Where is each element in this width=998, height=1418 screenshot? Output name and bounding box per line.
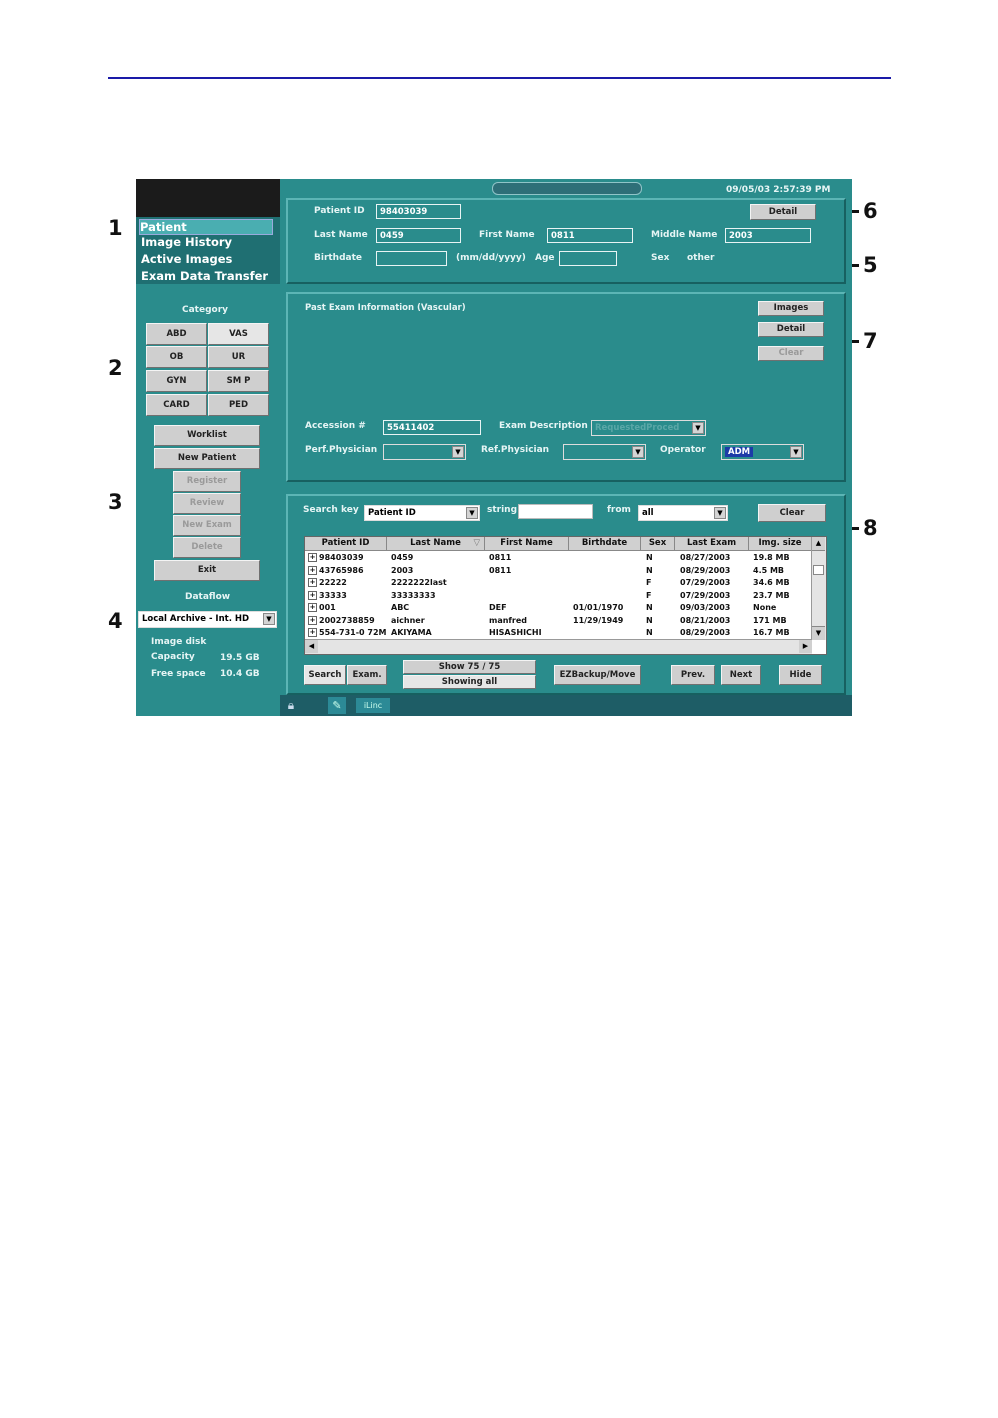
col-first-name[interactable]: First Name xyxy=(485,537,569,551)
next-button[interactable]: Next xyxy=(721,665,761,685)
table-row[interactable] xyxy=(305,552,812,565)
table-cell: DEF xyxy=(489,603,507,612)
category-abd-button[interactable]: ABD xyxy=(146,323,207,345)
expand-icon[interactable]: + xyxy=(309,590,316,599)
callout-4: 4 xyxy=(108,609,123,633)
chevron-down-icon: ▼ xyxy=(466,507,478,519)
nav-patient[interactable]: Patient xyxy=(139,219,273,235)
capacity-value: 19.5 GB xyxy=(220,653,260,663)
cell-text: 33333 xyxy=(319,590,347,600)
cell-patient-id xyxy=(308,578,347,587)
search-key-select[interactable] xyxy=(364,505,480,521)
table-row[interactable] xyxy=(305,602,812,615)
free-space-value: 10.4 GB xyxy=(220,669,260,679)
col-img-size[interactable]: Img. size xyxy=(749,537,812,551)
table-cell: 08/29/2003 xyxy=(680,628,731,637)
ref-physician-label: Ref.Physician xyxy=(481,445,550,455)
callout-8: 8 xyxy=(863,516,878,540)
table-row[interactable] xyxy=(305,565,812,578)
category-ob-button[interactable]: OB xyxy=(146,346,207,368)
search-key-value: Patient ID xyxy=(368,508,416,518)
logo-area xyxy=(136,179,280,217)
header-rule xyxy=(108,77,891,79)
category-ped-button[interactable]: PED xyxy=(208,394,269,416)
table-cell: manfred xyxy=(489,615,528,625)
expand-icon[interactable]: + xyxy=(309,615,316,624)
table-row[interactable] xyxy=(305,590,812,603)
chevron-down-icon: ▼ xyxy=(632,446,644,458)
patient-screen xyxy=(136,179,852,716)
cell-text: 554-731-0 72M xyxy=(319,628,387,637)
search-string-input[interactable] xyxy=(518,504,593,519)
table-cell: 2222222last xyxy=(391,578,447,587)
window-handle xyxy=(492,182,642,195)
accession-field[interactable]: 55411402 xyxy=(383,420,481,435)
scroll-up-icon[interactable]: ▲ xyxy=(812,537,825,551)
table-cell: 07/29/2003 xyxy=(680,578,731,587)
table-cell: 16.7 MB xyxy=(753,628,790,637)
review-button[interactable]: Review xyxy=(173,493,241,514)
callout-1: 1 xyxy=(108,216,123,240)
showing-all-button[interactable]: Showing all xyxy=(403,675,536,689)
new-patient-button[interactable]: New Patient xyxy=(154,448,260,469)
table-cell: 2003 xyxy=(391,565,414,575)
table-cell: 09/03/2003 xyxy=(680,603,731,612)
category-card-button[interactable]: CARD xyxy=(146,394,207,416)
perf-physician-select[interactable] xyxy=(383,444,466,460)
nav-menu xyxy=(136,217,280,284)
table-cell: 171 MB xyxy=(753,615,787,625)
table-cell: aichner xyxy=(391,615,425,625)
birthdate-field[interactable] xyxy=(376,251,447,266)
datetime: 09/05/03 2:57:39 PM xyxy=(726,185,831,195)
cell-patient-id xyxy=(308,553,364,562)
exit-button[interactable]: Exit xyxy=(154,560,260,581)
category-label: Category xyxy=(182,305,229,315)
expand-icon[interactable]: + xyxy=(309,578,316,586)
table-cell: 08/29/2003 xyxy=(680,565,731,575)
callout-6: 6 xyxy=(863,199,878,223)
dataflow-selected: Local Archive - Int. HD xyxy=(142,614,250,624)
callout-2: 2 xyxy=(108,356,123,380)
image-disk-label: Image disk xyxy=(151,637,207,647)
birthdate-format: (mm/dd/yyyy) xyxy=(456,253,526,263)
operator-select[interactable] xyxy=(721,444,804,460)
hide-button[interactable]: Hide xyxy=(779,665,822,685)
expand-icon[interactable]: + xyxy=(309,603,316,611)
search-string-label: string xyxy=(487,505,518,515)
table-cell: ABC xyxy=(391,603,410,612)
register-button[interactable]: Register xyxy=(173,471,241,492)
ezbackup-move-button[interactable]: EZBackup/Move xyxy=(554,665,641,685)
chevron-down-icon: ▼ xyxy=(790,446,802,458)
wrench-icon[interactable]: ✎ xyxy=(328,697,346,714)
operator-value: ADM xyxy=(725,447,753,457)
images-button[interactable]: Images xyxy=(758,301,824,316)
cell-text: 43765986 xyxy=(319,565,364,575)
table-cell: F xyxy=(646,578,652,587)
cell-patient-id xyxy=(308,566,364,575)
table-horizontal-scrollbar[interactable] xyxy=(305,639,812,654)
perf-physician-label: Perf.Physician xyxy=(305,445,378,455)
table-vertical-scrollbar[interactable] xyxy=(811,537,826,640)
taskbar xyxy=(280,695,852,716)
table-cell: 34.6 MB xyxy=(753,578,790,587)
search-clear-button[interactable]: Clear xyxy=(758,504,826,522)
middle-name-field[interactable]: 2003 xyxy=(725,228,811,243)
accession-label: Accession # xyxy=(305,421,366,431)
new-exam-button[interactable]: New Exam xyxy=(173,515,241,536)
age-label: Age xyxy=(535,253,555,263)
show-count-button[interactable]: Show 75 / 75 xyxy=(403,660,536,674)
chevron-down-icon: ▼ xyxy=(714,507,726,519)
capacity-label: Capacity xyxy=(151,652,195,662)
col-last-exam[interactable]: Last Exam xyxy=(675,537,749,551)
table-row[interactable] xyxy=(305,627,812,640)
patient-id-label: Patient ID xyxy=(314,206,365,216)
lock-icon[interactable]: 🔒︎ xyxy=(287,698,295,712)
sex-label: Sex xyxy=(651,253,670,263)
table-cell: 33333333 xyxy=(391,590,436,600)
search-button[interactable]: Search xyxy=(304,665,346,685)
table-cell: N xyxy=(646,553,653,562)
cell-text: 22222 xyxy=(319,578,347,587)
left-pane xyxy=(136,179,280,716)
callout-5: 5 xyxy=(863,253,878,277)
exam-clear-button[interactable]: Clear xyxy=(758,346,824,361)
cell-patient-id xyxy=(308,591,347,600)
past-exam-title: Past Exam Information (Vascular) xyxy=(305,303,466,313)
table-cell: N xyxy=(646,628,653,637)
table-row[interactable] xyxy=(305,615,812,628)
table-cell: 11/29/1949 xyxy=(573,615,624,625)
free-space-label: Free space xyxy=(151,669,206,679)
last-name-field[interactable]: 0459 xyxy=(376,228,461,243)
chevron-down-icon: ▼ xyxy=(263,613,275,625)
table-cell: 23.7 MB xyxy=(753,590,790,600)
sort-icon: ▽ xyxy=(473,538,480,548)
cell-text: 2002738859 xyxy=(319,615,375,625)
patient-detail-button[interactable]: Detail xyxy=(750,204,816,220)
scroll-down-icon[interactable]: ▼ xyxy=(812,626,825,640)
ilinc-button[interactable]: iLinc xyxy=(356,698,390,713)
table-cell: N xyxy=(646,565,653,575)
nav-exam-data-transfer[interactable]: Exam Data Transfer xyxy=(141,269,269,283)
exam-description-value: RequestedProced xyxy=(595,423,680,433)
nav-image-history[interactable]: Image History xyxy=(141,235,233,249)
nav-active-images[interactable]: Active Images xyxy=(141,252,233,266)
category-gyn-button[interactable]: GYN xyxy=(146,370,207,392)
cell-patient-id xyxy=(308,628,386,637)
category-vas-button[interactable]: VAS xyxy=(208,323,269,345)
col-birthdate[interactable]: Birthdate xyxy=(569,537,641,551)
middle-name-label: Middle Name xyxy=(651,230,718,240)
sex-value[interactable]: other xyxy=(687,253,715,263)
col-last-name[interactable] xyxy=(387,537,485,551)
table-row[interactable] xyxy=(305,577,812,590)
scroll-left-icon[interactable]: ◀ xyxy=(305,640,318,653)
chevron-down-icon: ▼ xyxy=(692,422,704,434)
table-cell: AKIYAMA xyxy=(391,628,432,637)
dataflow-select[interactable] xyxy=(138,611,277,628)
category-smp-button[interactable]: SM P xyxy=(208,370,269,392)
table-cell: 0811 xyxy=(489,565,512,575)
exam-detail-button[interactable]: Detail xyxy=(758,322,824,337)
birthdate-label: Birthdate xyxy=(314,253,363,263)
expand-icon[interactable]: + xyxy=(309,628,316,636)
table-cell: None xyxy=(753,603,777,612)
ref-physician-select[interactable] xyxy=(563,444,646,460)
table-cell: HISASHICHI xyxy=(489,628,542,637)
table-cell: 19.8 MB xyxy=(753,553,790,562)
table-cell: N xyxy=(646,603,653,612)
cell-patient-id xyxy=(308,603,336,612)
callout-7: 7 xyxy=(863,329,878,353)
search-from-label: from xyxy=(607,505,631,515)
category-ur-button[interactable]: UR xyxy=(208,346,269,368)
col-sex[interactable]: Sex xyxy=(641,537,675,551)
col-last-name-label: Last Name xyxy=(410,538,461,548)
table-cell: 07/29/2003 xyxy=(680,590,731,600)
expand-icon[interactable]: + xyxy=(309,565,316,574)
table-cell: 08/27/2003 xyxy=(680,553,731,562)
patient-id-field[interactable]: 98403039 xyxy=(376,204,461,219)
age-field[interactable] xyxy=(559,251,617,266)
table-cell: 0811 xyxy=(489,553,512,562)
last-name-label: Last Name xyxy=(314,230,368,240)
search-from-select[interactable] xyxy=(638,505,728,521)
table-cell: 08/21/2003 xyxy=(680,615,731,625)
first-name-field[interactable]: 0811 xyxy=(547,228,633,243)
prev-button[interactable]: Prev. xyxy=(671,665,715,685)
dataflow-label: Dataflow xyxy=(185,592,231,602)
callout-3: 3 xyxy=(108,490,123,514)
table-cell: N xyxy=(646,615,653,625)
exam-button[interactable]: Exam. xyxy=(347,665,387,685)
table-cell: 0459 xyxy=(391,553,414,562)
expand-icon[interactable]: + xyxy=(309,553,316,561)
col-patient-id[interactable]: Patient ID xyxy=(305,537,387,551)
scroll-thumb[interactable] xyxy=(813,565,824,575)
search-key-label: Search key xyxy=(303,505,359,515)
table-cell: F xyxy=(646,590,652,600)
search-from-value: all xyxy=(642,508,654,518)
cell-text: 98403039 xyxy=(319,553,364,562)
table-cell: 01/01/1970 xyxy=(573,603,624,612)
table-cell: 4.5 MB xyxy=(753,565,785,575)
exam-description-select[interactable] xyxy=(591,420,706,436)
patient-table xyxy=(304,536,827,655)
exam-description-label: Exam Description xyxy=(499,421,588,431)
cell-text: 001 xyxy=(319,603,336,612)
operator-label: Operator xyxy=(660,445,706,455)
scroll-right-icon[interactable]: ▶ xyxy=(799,640,812,653)
first-name-label: First Name xyxy=(479,230,535,240)
cell-patient-id xyxy=(308,616,375,625)
chevron-down-icon: ▼ xyxy=(452,446,464,458)
delete-button[interactable]: Delete xyxy=(173,537,241,558)
worklist-button[interactable]: Worklist xyxy=(154,425,260,446)
